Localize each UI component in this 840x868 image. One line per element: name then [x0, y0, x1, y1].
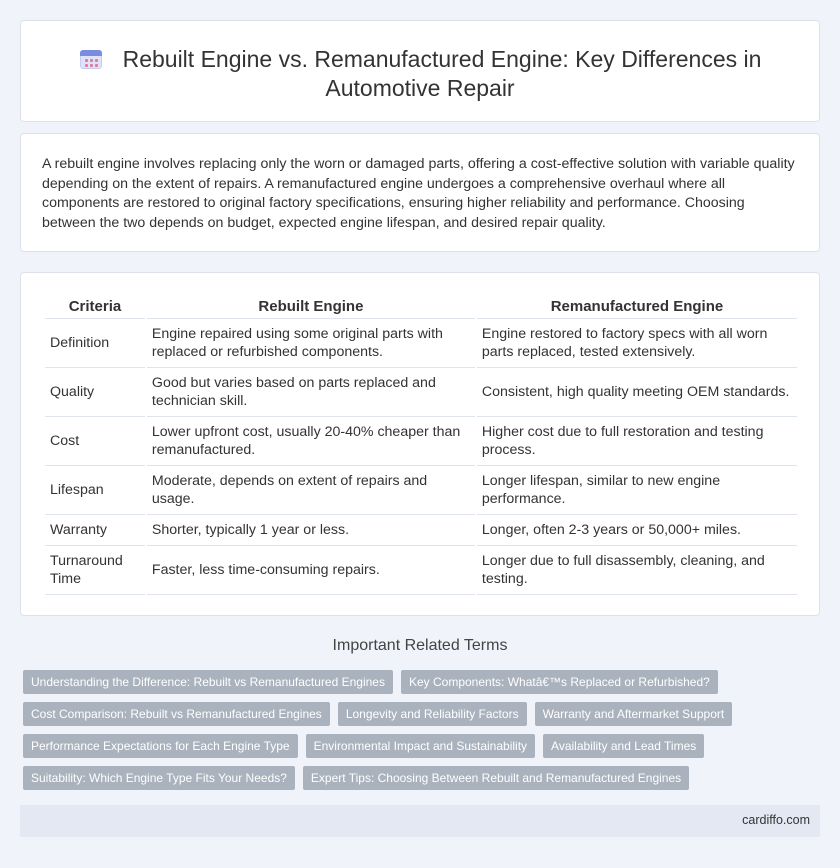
row-rebuilt: Engine repaired using some original parts with replaced or refurbished components. [147, 319, 475, 368]
row-remanufactured: Consistent, high quality meeting OEM standards. [477, 368, 797, 417]
related-term-tag[interactable]: Performance Expectations for Each Engine Type [23, 734, 298, 758]
footer-site-link[interactable]: cardiffo.com [742, 813, 810, 827]
table-row [45, 319, 797, 368]
row-remanufactured: Longer due to full disassembly, cleaning, and testing. [477, 546, 797, 595]
related-term-tag[interactable]: Warranty and Aftermarket Support [535, 702, 733, 726]
row-remanufactured: Longer, often 2-3 years or 50,000+ miles. [477, 515, 797, 546]
related-term-tag[interactable]: Suitability: Which Engine Type Fits Your Needs? [23, 766, 295, 790]
header-remanufactured: Remanufactured Engine [477, 295, 797, 319]
related-terms-tags [23, 670, 823, 798]
related-term-tag[interactable]: Longevity and Reliability Factors [338, 702, 527, 726]
row-criteria: Quality [45, 368, 145, 417]
related-term-tag[interactable]: Environmental Impact and Sustainability [306, 734, 535, 758]
table-row [45, 368, 797, 417]
table-row [45, 546, 797, 595]
row-criteria: Lifespan [45, 466, 145, 515]
page-title-wrap [21, 45, 819, 103]
summary-text: A rebuilt engine involves replacing only the worn or damaged parts, offering a cost-effective solution with variable quality depending on the extent of repairs. A remanufactured engine undergoes a comprehensive overhaul where all components are restored to original factory specifications, ensuring higher reliability and performance. Choosing between the two depends on budget, expected engine lifespan, and desired repair quality. [42, 156, 795, 231]
header-criteria: Criteria [45, 295, 145, 319]
table-row [45, 515, 797, 546]
table-header-row [45, 295, 797, 319]
table-row [45, 417, 797, 466]
comparison-table-card [20, 272, 820, 616]
row-criteria: Definition [45, 319, 145, 368]
related-term-tag[interactable]: Key Components: Whatâ€™s Replaced or Refurbished? [401, 670, 718, 694]
comparison-table [43, 295, 799, 595]
row-criteria: Warranty [45, 515, 145, 546]
row-criteria: Cost [45, 417, 145, 466]
row-criteria: Turnaround Time [45, 546, 145, 595]
row-rebuilt: Lower upfront cost, usually 20-40% cheaper than remanufactured. [147, 417, 475, 466]
related-terms-heading: Important Related Terms [332, 637, 508, 654]
row-rebuilt: Shorter, typically 1 year or less. [147, 515, 475, 546]
title-card [20, 20, 820, 122]
row-remanufactured: Engine restored to factory specs with all worn parts replaced, tested extensively. [477, 319, 797, 368]
header-rebuilt: Rebuilt Engine [147, 295, 475, 319]
related-term-tag[interactable]: Understanding the Difference: Rebuilt vs Remanufactured Engines [23, 670, 393, 694]
row-rebuilt: Faster, less time-consuming repairs. [147, 546, 475, 595]
row-remanufactured: Longer lifespan, similar to new engine performance. [477, 466, 797, 515]
related-term-tag[interactable]: Expert Tips: Choosing Between Rebuilt and Remanufactured Engines [303, 766, 689, 790]
table-row [45, 466, 797, 515]
related-term-tag[interactable]: Availability and Lead Times [543, 734, 704, 758]
page-title: Rebuilt Engine vs. Remanufactured Engine: Key Differences in Automotive Repair [122, 46, 762, 101]
row-rebuilt: Good but varies based on parts replaced and technician skill. [147, 368, 475, 417]
row-remanufactured: Higher cost due to full restoration and testing process. [477, 417, 797, 466]
summary-card [20, 133, 820, 252]
related-term-tag[interactable]: Cost Comparison: Rebuilt vs Remanufactured Engines [23, 702, 330, 726]
footer [20, 805, 820, 837]
row-rebuilt: Moderate, depends on extent of repairs and usage. [147, 466, 475, 515]
calendar-icon [79, 47, 103, 69]
